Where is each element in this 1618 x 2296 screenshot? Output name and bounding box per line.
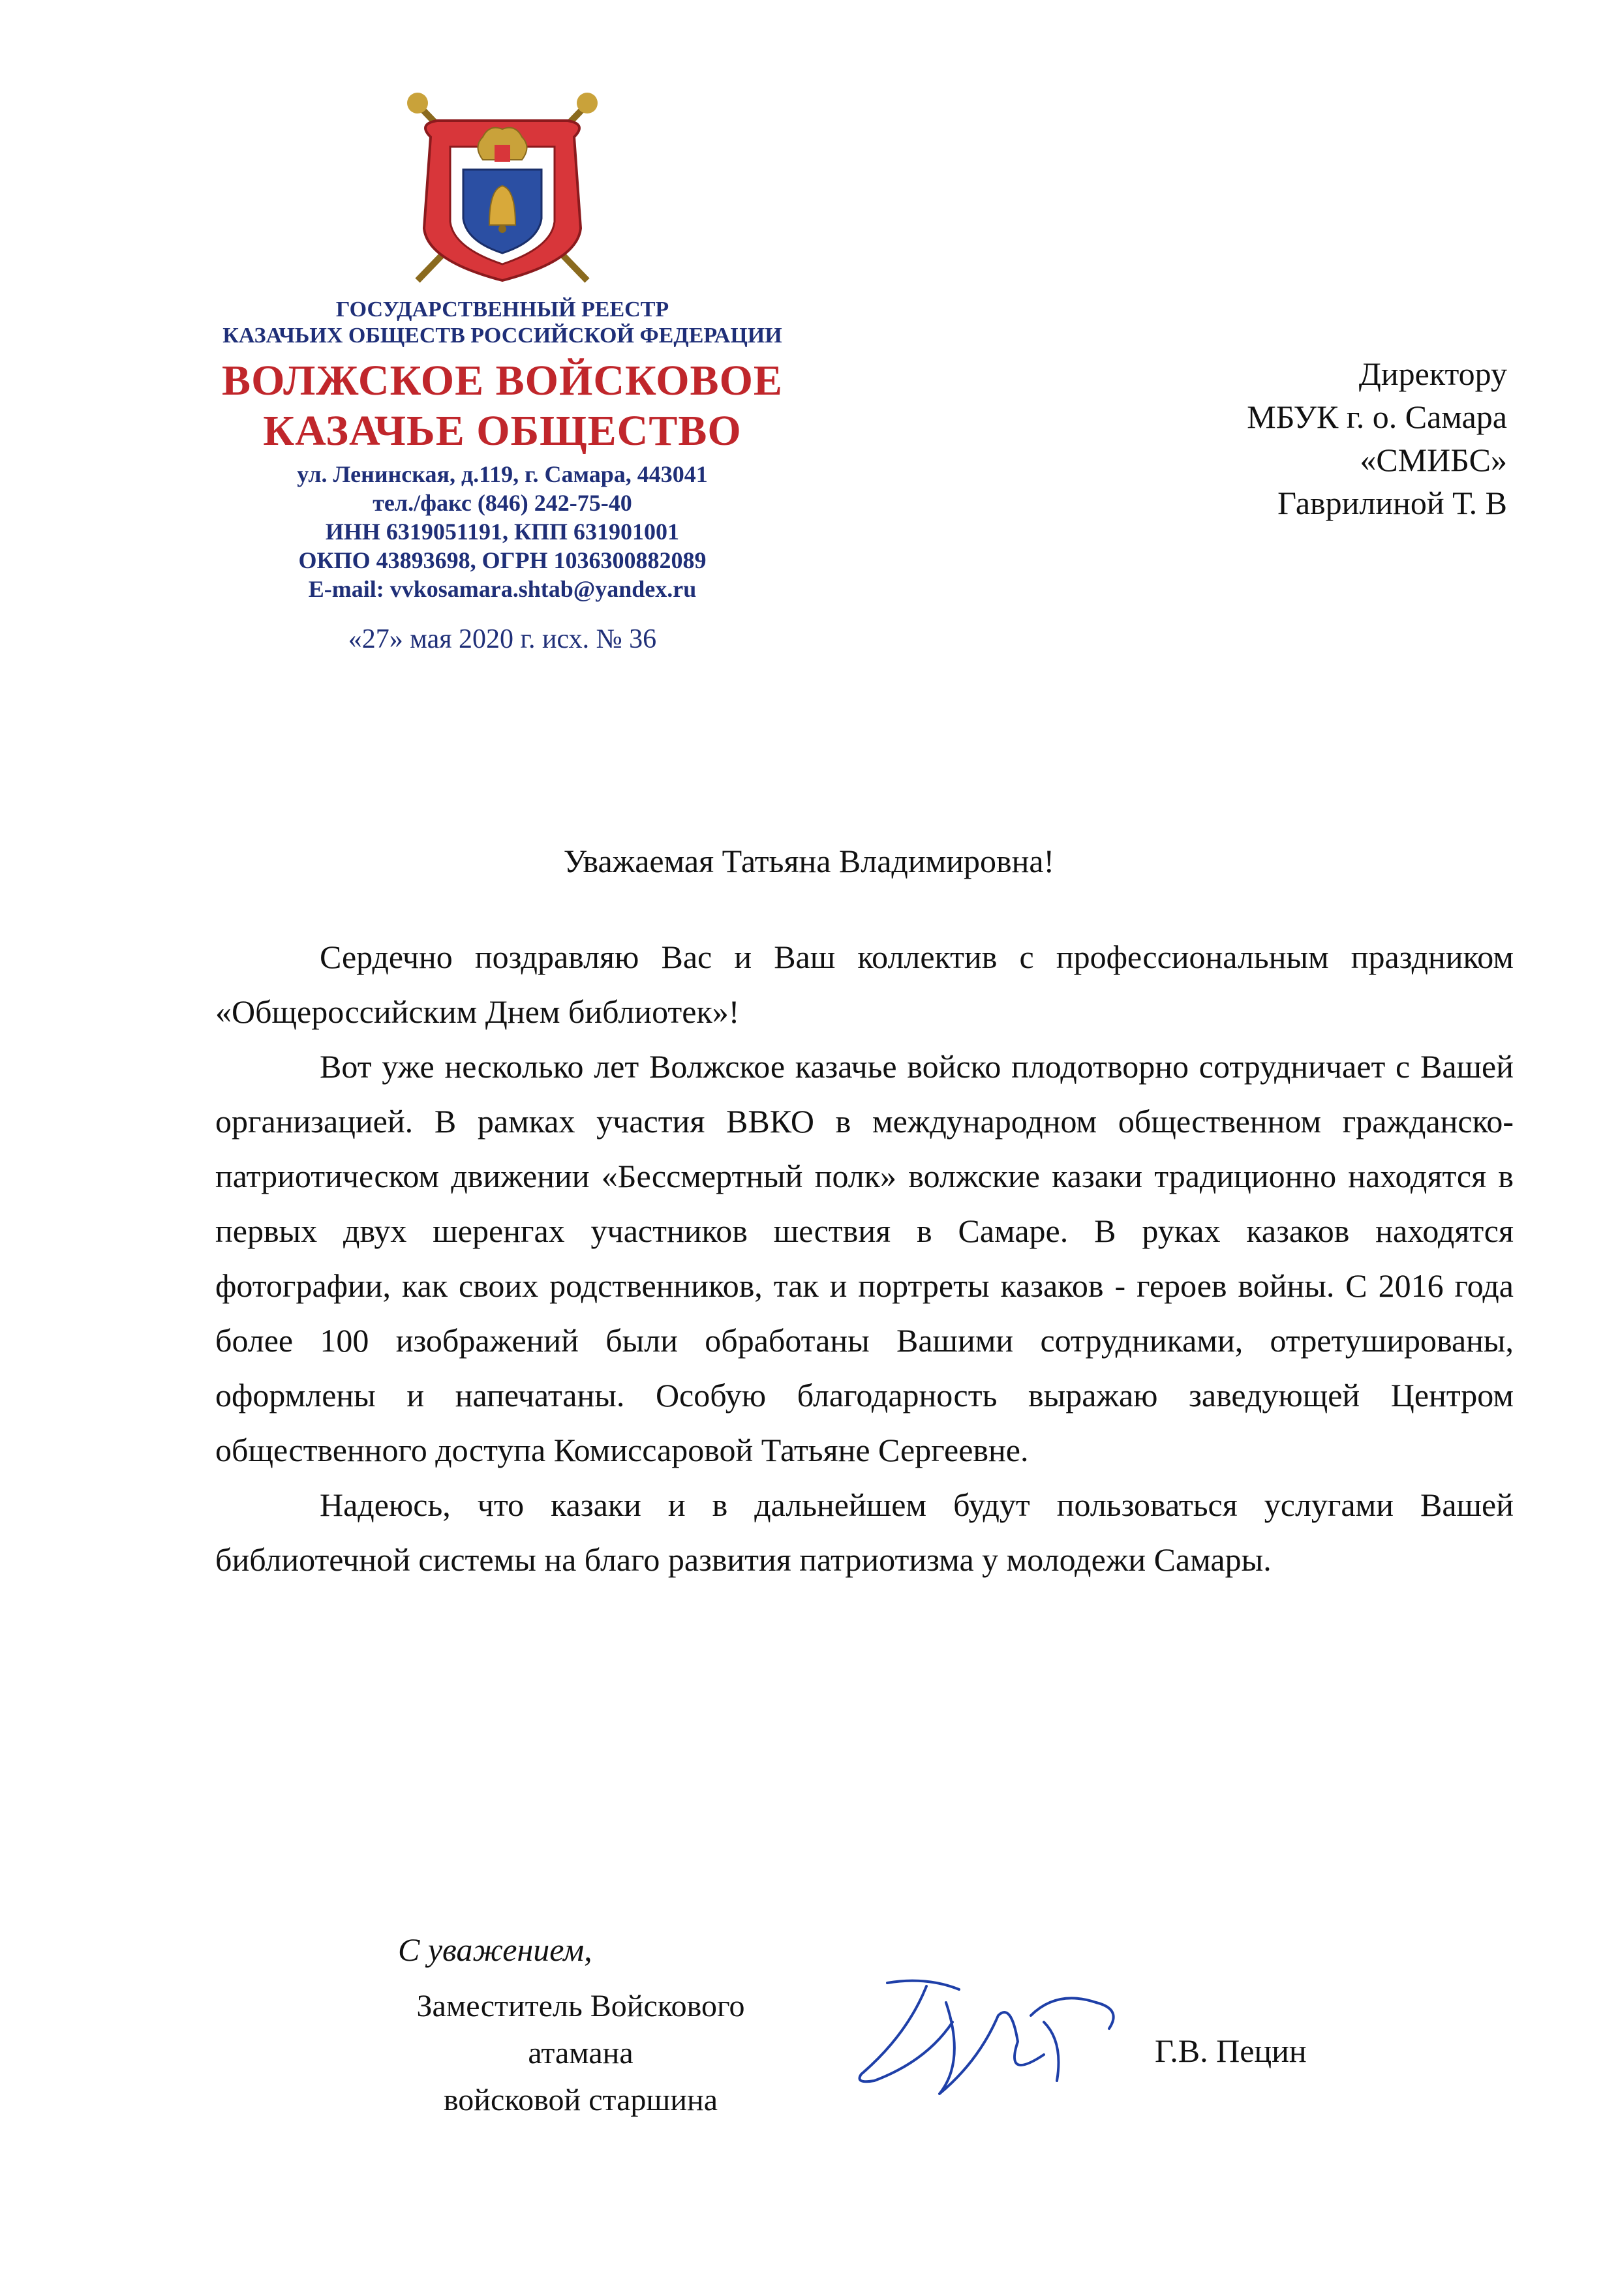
mace-head-left [407, 93, 428, 113]
registry-line-1: ГОСУДАРСТВЕННЫЙ РЕЕСТР [335, 297, 669, 322]
addressee-line-1: Директору [1358, 355, 1507, 392]
addressee-block [1247, 352, 1507, 524]
letter-body [215, 929, 1514, 1587]
position-line-3: войсковой старшина [443, 2083, 718, 2117]
org-phone: тел./факс (846) 242-75-40 [373, 490, 632, 516]
signature-stroke-2 [860, 1986, 953, 2081]
position-line-1: Заместитель Войскового [416, 1989, 745, 2023]
paragraph-hope: Надеюсь, что казаки и в дальнейшем будут пользоваться услугами Вашей библиотечной системы на благо развития патриотизма у молодежи Самары. [215, 1487, 1514, 1578]
signer-position [352, 1983, 809, 2124]
org-email: E-mail: vvkosamara.shtab@yandex.ru [308, 576, 697, 602]
registry-line-2: КАЗАЧЬИХ ОБЩЕСТВ РОССИЙСКОЙ ФЕДЕРАЦИИ [222, 324, 782, 348]
signature-stroke-3 [939, 2002, 1044, 2094]
signature-stroke-4 [1031, 1998, 1114, 2029]
handwritten-signature [848, 1963, 1135, 2113]
outgoing-reference: «27» мая 2020 г. исх. № 36 [348, 624, 657, 654]
organization-name-line-2: КАЗАЧЬЕ ОБЩЕСТВО [263, 407, 742, 455]
mace-head-right [577, 93, 598, 113]
paragraph-cooperation: Вот уже несколько лет Волжское казачье войско плодотворно сотрудничает с Вашей организацией. В рамках участия ВВКО в международном общественном гражданско-патриотическом движении «Бессмертный полк» волжские казаки традиционно находятся в первых двух шеренгах участников шествия в Самаре. В руках казаков находятся фотографии, как своих родственников, так и портреты казаков - героев войны. С 2016 года более 100 изображений были обработаны Вашими сотрудниками, отретушированы, оформлены и напечатаны. Особую благодарность выражаю заведующей Центром общественного доступа Комиссаровой Татьяне Сергеевне. [215, 1048, 1514, 1468]
organization-name-line-1: ВОЛЖСКОЕ ВОЙСКОВОЕ [222, 357, 783, 404]
addressee-line-2: МБУК г. о. Самара [1247, 399, 1507, 435]
signature-stroke-5 [1044, 2022, 1059, 2081]
addressee-line-4: Гаврилиной Т. В [1277, 485, 1507, 521]
position-line-2: атамана [528, 2036, 633, 2070]
eagle-shield [495, 145, 510, 162]
bell-clapper [498, 225, 506, 233]
org-okpo-ogrn: ОКПО 43893698, ОГРН 1036300882089 [298, 547, 707, 573]
closing-phrase: С уважением, [398, 1931, 592, 1968]
coat-of-arms-emblem [391, 85, 613, 294]
org-address: ул. Ленинская, д.119, г. Самара, 443041 [297, 461, 708, 487]
signature-stroke-1 [887, 1981, 959, 1989]
signer-name: Г.В. Пецин [1155, 2032, 1307, 2069]
addressee-line-3: «СМИБС» [1360, 442, 1507, 478]
org-inn-kpp: ИНН 6319051191, КПП 631901001 [325, 519, 680, 545]
salutation: Уважаемая Татьяна Владимировна! [563, 843, 1055, 879]
paragraph-congratulation: Сердечно поздравляю Вас и Ваш коллектив с профессиональным праздником «Общероссийским Днем библиотек»! [215, 939, 1514, 1030]
